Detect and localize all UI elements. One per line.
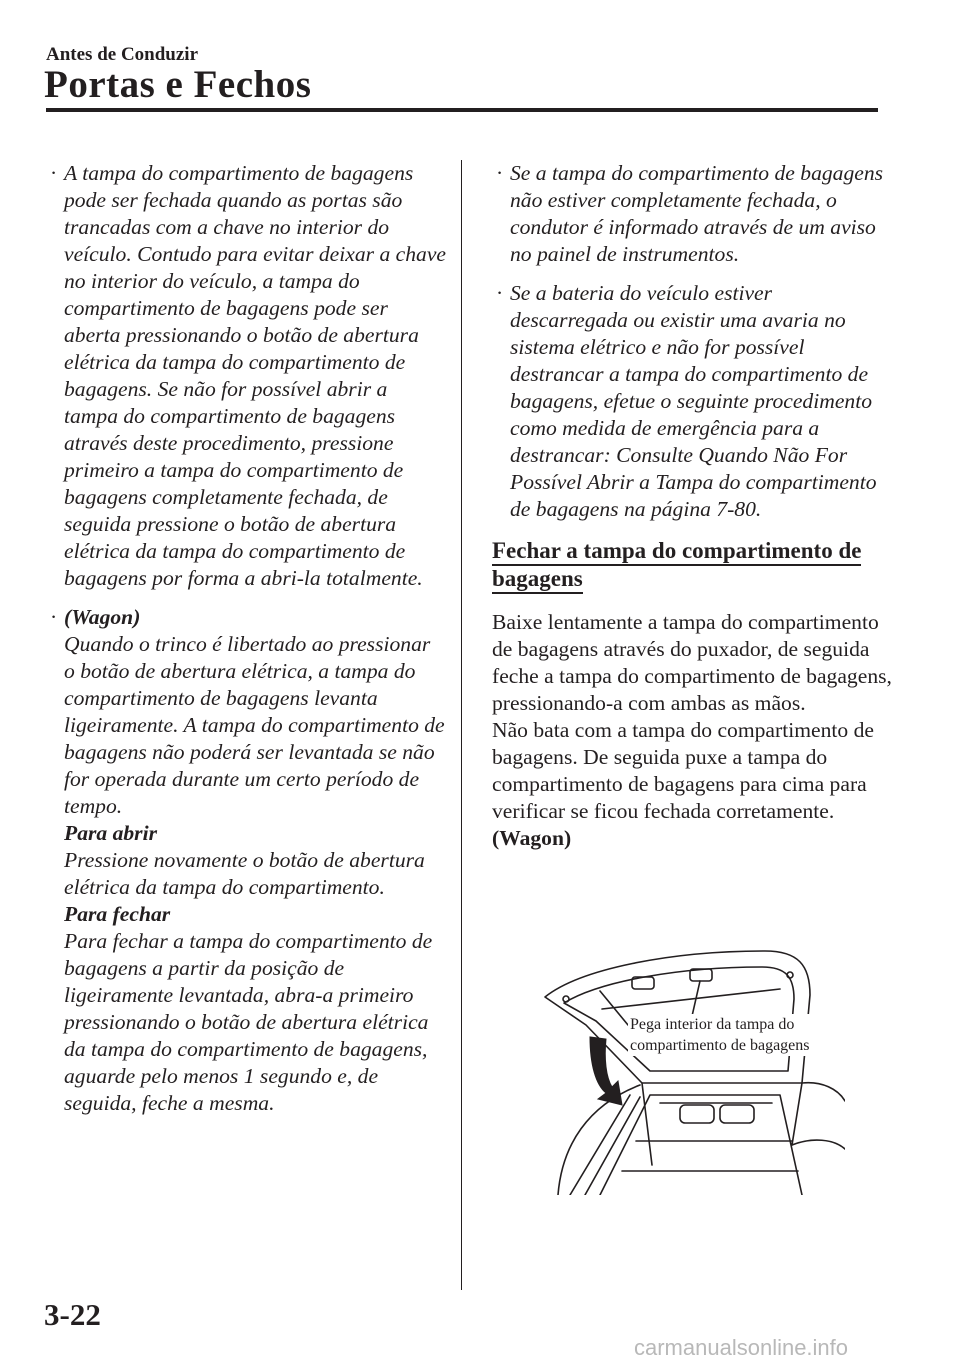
variant-label: (Wagon): [64, 605, 141, 629]
left-column: [46, 160, 446, 1129]
open-label: Para abrir: [64, 821, 157, 845]
open-text: Pressione novamente o botão de abertura elétrica da tampa do compartimento.: [64, 848, 425, 899]
right-column: [492, 160, 892, 852]
bullet-text: Quando o trinco é libertado ao pressionar o botão de abertura elétrica, a tampa do compartimento de bagagens levanta ligeiramente. A tampa do compartimento de bagagens não poderá ser levantada se não for operada durante um certo período de tempo.: [64, 632, 445, 818]
close-text: Para fechar a tampa do compartimento de bagagens a partir da posição de ligeiramente levantada, abra-a primeiro pressionando o botão de abertura elétrica da tampa do compartimento de bagagens, aguarde pelo menos 1 segundo e, de seguida, feche a mesma.: [64, 929, 433, 1115]
bullet-item: [492, 160, 892, 268]
section-label: Antes de Conduzir: [46, 44, 199, 65]
bullet-text: Se a bateria do veículo estiver descarregada ou existir uma avaria no sistema elétrico e não for possível destrancar a tampa do compartimento de bagagens, efetue o seguinte procedimento como medida de emergência para a destrancar: Consulte Quando Não For Possível Abrir a Tampa do compartimento de bagagens na página 7-80.: [510, 281, 877, 521]
tailgate-drawing: [540, 945, 845, 1195]
bullet-item: [46, 604, 446, 1117]
bullet-dot-icon: ·: [496, 281, 504, 305]
figure-callout: [628, 1014, 812, 1056]
page-number: 3-22: [44, 1297, 101, 1332]
column-divider: [461, 160, 462, 1290]
bullet-dot-icon: ·: [496, 161, 504, 185]
header-rule: [46, 108, 878, 112]
subheading: [492, 537, 892, 593]
page-title: Portas e Fechos: [44, 63, 312, 106]
paragraph: Baixe lentamente a tampa do compartimento de bagagens através do puxador, de seguida feche a tampa do compartimento de bagagens, pressionando-a com ambas as mãos.: [492, 610, 892, 715]
subheading-text: Fechar a tampa do compartimento de bagagens: [492, 538, 861, 594]
bullet-dot-icon: ·: [50, 161, 58, 185]
bullet-text: A tampa do compartimento de bagagens pode ser fechada quando as portas são trancadas com a chave no interior do veículo. Contudo para evitar deixar a chave no interior do veículo, a tampa do compartimento de bagagens pode ser aberta pressionando o botão de abertura elétrica da tampa do compartimento de bagagens. Se não for possível abrir a tampa do compartimento de bagagens através deste procedimento, pressione primeiro a tampa do compartimento de bagagens completamente fechada, de seguida pressione o botão de abertura elétrica da tampa do compartimento de bagagens por forma a abri-la totalmente.: [64, 161, 446, 590]
paragraph: Não bata com a tampa do compartimento de bagagens. De seguida puxe a tampa do compartimento de bagagens para cima para verificar se ficou fechada corretamente.: [492, 718, 874, 823]
callout-line: Pega interior da tampa do: [630, 1016, 795, 1033]
bullet-dot-icon: ·: [50, 605, 58, 629]
close-label: Para fechar: [64, 902, 171, 926]
bullet-item: [492, 280, 892, 523]
bullet-text: Se a tampa do compartimento de bagagens não estiver completamente fechada, o condutor é informado através de um aviso no painel de instrumentos.: [510, 161, 884, 266]
bullet-item: [46, 160, 446, 592]
callout-line: compartimento de bagagens: [630, 1037, 810, 1054]
watermark: carmanualsonline.info: [634, 1335, 849, 1360]
variant-label: (Wagon): [492, 826, 572, 850]
tailgate-illustration: [540, 945, 845, 1195]
